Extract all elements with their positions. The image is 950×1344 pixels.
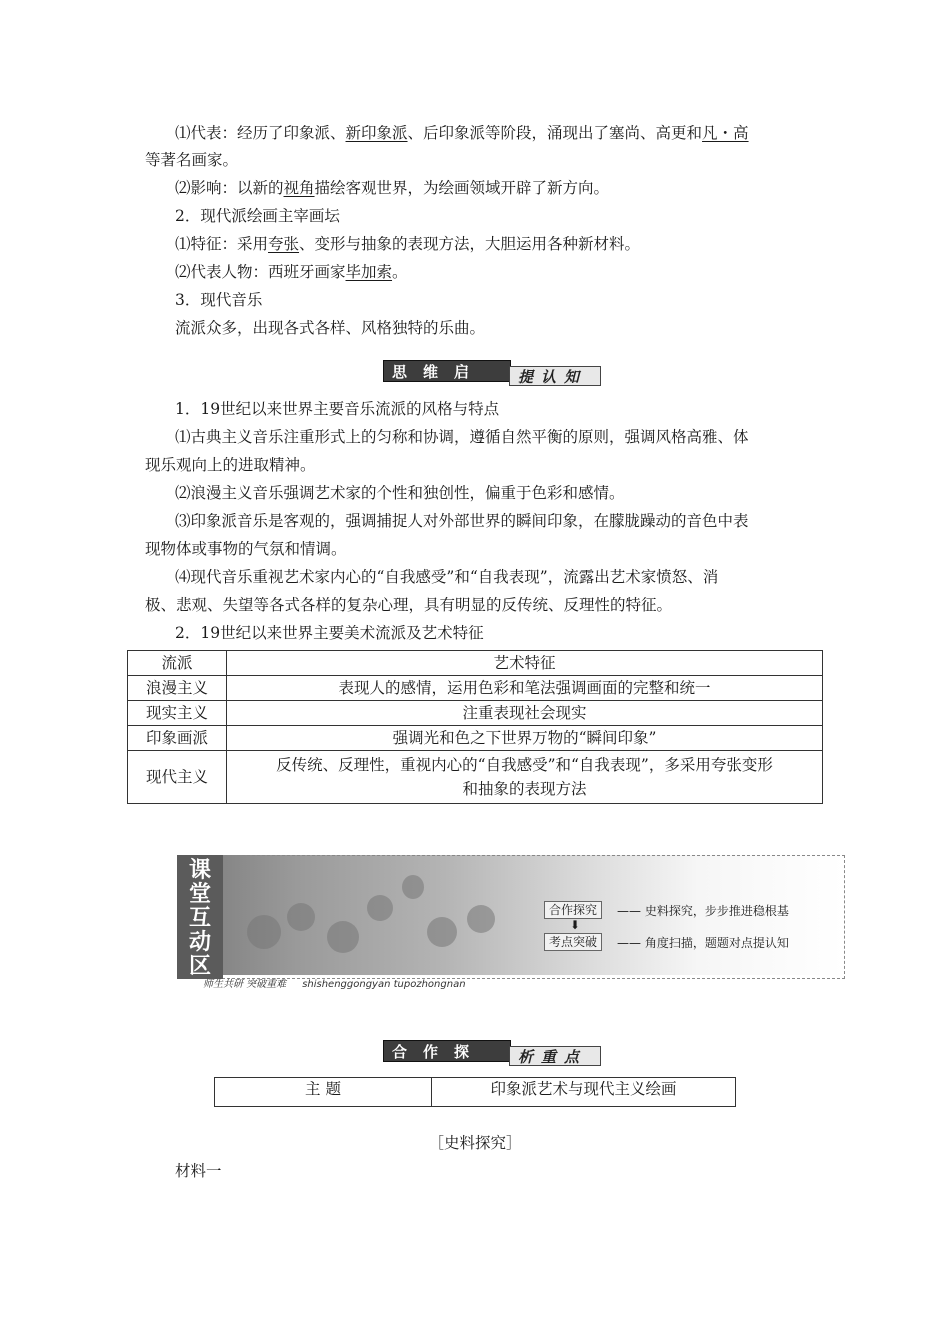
table-header-row (128, 651, 823, 676)
table-row (215, 1078, 736, 1107)
table-row (128, 751, 823, 804)
heading-art-schools: 2．19世纪以来世界主要美术流派及艺术特征 (175, 624, 484, 642)
down-arrow-icon: ⬇ (570, 918, 581, 932)
table-row (128, 726, 823, 751)
art-schools-table (127, 650, 823, 804)
para-modern-1: ⑷现代音乐重视艺术家内心的“自我感受”和“自我表现”，流露出艺术家愤怒、消 (175, 568, 719, 586)
topic-label: 主 题 (215, 1078, 432, 1107)
banner-thinking (383, 360, 601, 403)
pill-cooperative-inquiry: 合作探究 (544, 901, 602, 919)
term-perspective: 视角 (283, 179, 315, 197)
table-cell: 表现人的感情，运用色彩和笔法强调画面的完整和统一 (227, 676, 823, 701)
para-classical-2: 现乐观向上的进取精神。 (145, 456, 316, 474)
section-title: ［史料探究］ (428, 1134, 522, 1152)
classroom-interaction-banner (177, 855, 845, 991)
banner-cooperative-tag: 析重点 (509, 1046, 601, 1066)
para-features: ⑴特征：采用夸张、变形与抽象的表现方法，大胆运用各种新材料。 (175, 235, 641, 253)
banner-thinking-title: 思维启迪 (383, 360, 511, 382)
pill-cooperative-inquiry-desc: —— 史料探究，步步推进稳根基 (617, 904, 789, 918)
banner-cooperative-title: 合作探究 (383, 1040, 511, 1062)
para-influence: ⑵影响：以新的视角描绘客观世界，为绘画领域开辟了新方向。 (175, 179, 610, 197)
para-picasso: ⑵代表人物：西班牙画家毕加索。 (175, 263, 408, 281)
table-row (128, 676, 823, 701)
banner-subtitle: 师生共研 突破重难 shishenggongyan tupozhongnan (203, 979, 466, 990)
banner-cooperative (383, 1040, 601, 1083)
para-classical-1: ⑴古典主义音乐注重形式上的匀称和协调，遵循自然平衡的原则，强调风格高雅、体 (175, 428, 749, 446)
heading-music-schools: 1．19世纪以来世界主要音乐流派的风格与特点 (175, 400, 500, 418)
para-modern-2: 极、悲观、失望等各式各样的复杂心理，具有明显的反传统、反理性的特征。 (145, 596, 673, 614)
vertical-title: 课 堂 互 动 区 (177, 855, 223, 979)
para-impressionist-2: 现物体或事物的气氛和情调。 (145, 540, 347, 558)
term-exaggeration: 夸张 (268, 235, 300, 253)
table-cell: 强调光和色之下世界万物的“瞬间印象” (227, 726, 823, 751)
para-modern-music: 流派众多，出现各式各样、风格独特的乐曲。 (175, 319, 486, 337)
para-impressionist-1: ⑶印象派音乐是客观的，强调捕捉人对外部世界的瞬间印象，在朦胧躁动的音色中表 (175, 512, 749, 530)
topic-value: 印象派艺术与现代主义绘画 (432, 1078, 736, 1107)
term-neo-impressionism: 新印象派 (345, 124, 408, 142)
topic-table (214, 1077, 736, 1107)
para-representatives-cont: 等著名画家。 (145, 151, 239, 169)
para-representatives: ⑴代表：经历了印象派、新印象派、后印象派等阶段，涌现出了塞尚、高更和凡・高 (175, 124, 749, 142)
banner-thinking-tag: 提认知 (509, 366, 601, 386)
table-cell: 印象画派 (128, 726, 227, 751)
table-header: 艺术特征 (227, 651, 823, 676)
table-header: 流派 (128, 651, 227, 676)
material-label: 材料一 (175, 1162, 222, 1180)
pill-key-points: 考点突破 (544, 933, 602, 951)
table-cell: 现代主义 (128, 751, 227, 804)
table-cell: 注重表现社会现实 (227, 701, 823, 726)
term-picasso: 毕加索 (345, 263, 393, 281)
para-romantic: ⑵浪漫主义音乐强调艺术家的个性和独创性，偏重于色彩和感情。 (175, 484, 625, 502)
table-row (128, 701, 823, 726)
pill-key-points-desc: —— 角度扫描，题题对点提认知 (617, 936, 789, 950)
heading-modern-music: 3．现代音乐 (175, 291, 263, 309)
term-van-gogh: 凡・高 (702, 124, 749, 142)
table-cell: 现实主义 (128, 701, 227, 726)
heading-modern-painting: 2．现代派绘画主宰画坛 (175, 207, 340, 225)
table-cell: 浪漫主义 (128, 676, 227, 701)
table-cell: 反传统、反理性，重视内心的“自我感受”和“自我表现”，多采用夸张变形 和抽象的表现方法 (227, 751, 823, 804)
